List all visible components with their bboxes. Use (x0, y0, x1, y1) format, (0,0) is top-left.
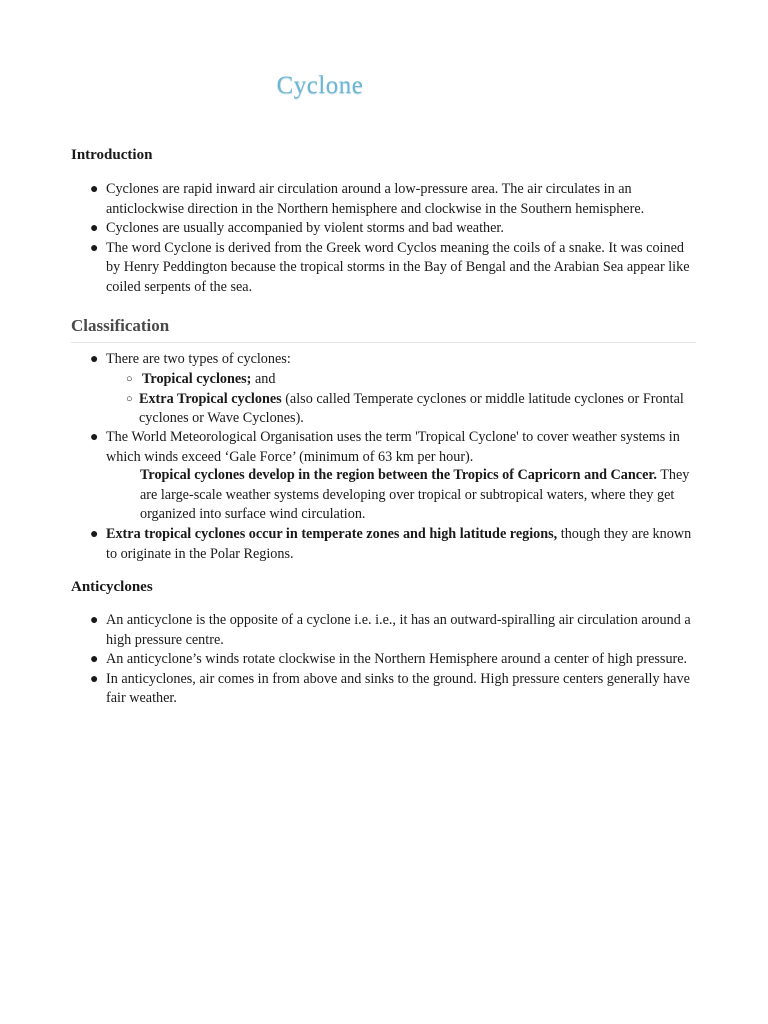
bullet-icon: ● (90, 430, 99, 445)
cyclone-types-list (126, 370, 692, 429)
list-item: ● Extra tropical cyclones occur in temperate zones and high latitude regions, though they are known to originate in the Polar Regions. (90, 526, 692, 562)
tropical-cyclones-paragraph: Tropical cyclones develop in the region between the Tropics of Capricorn and Cancer. They are large-scale weather systems developing over tropical or subtropical waters, where they get organized into surface wind circulation. (140, 467, 690, 522)
list-item: ● An anticyclone’s winds rotate clockwise in the Northern Hemisphere around a center of high pressure. (106, 650, 696, 670)
bullet-icon: ● (90, 352, 99, 367)
classification-list (90, 350, 696, 370)
extra-tropical-list (90, 525, 696, 564)
bullet-icon: ● (90, 240, 99, 256)
list-item: ○ Tropical cyclones; and (142, 370, 692, 390)
list-item: ● Cyclones are usually accompanied by violent storms and bad weather. (106, 219, 696, 239)
bullet-icon: ● (90, 182, 99, 197)
circle-bullet-icon: ○ (126, 392, 133, 405)
bullet-icon: ● (90, 527, 99, 542)
list-item: ● Cyclones are rapid inward air circulation around a low-pressure area. The air circulates in an anticlockwise direction in the Northern hemisphere and clockwise in the Southern hemisphere. (90, 181, 645, 217)
list-item: ● There are two types of cyclones: (106, 350, 696, 370)
bullet-icon: ● (90, 221, 99, 236)
bullet-icon: ● (90, 652, 99, 667)
list-item: ● In anticyclones, air comes in from above and sinks to the ground. High pressure centers generally have fair weather. (90, 670, 690, 706)
list-item: ● An anticyclone is the opposite of a cyclone i.e. i.e., it has an outward-spiralling air circulation around a high pressure centre. (90, 612, 691, 648)
introduction-heading: Introduction (71, 147, 153, 163)
classification-heading: Classification (71, 316, 696, 343)
bullet-icon: ● (90, 613, 99, 628)
list-item: ● The word Cyclone is derived from the Greek word Cyclos meaning the coils of a snake. It was coined by Henry Peddington because the tropical storms in the Bay of Bengal and the Arabian Sea appear like coiled serpents of the sea. (90, 239, 690, 295)
bullet-icon: ● (90, 671, 99, 687)
list-item: ○ Extra Tropical cyclones (also called Temperate cyclones or middle latitude cyclones or Frontal cyclones or Wave Cyclones). (126, 390, 684, 426)
wmo-list (90, 428, 696, 467)
list-item: ● The World Meteorological Organisation uses the term 'Tropical Cyclone' to cover weather systems in which winds exceed ‘Gale Force’ (minimum of 63 km per hour). (90, 429, 680, 465)
anticyclones-list (90, 611, 696, 709)
anticyclones-heading: Anticyclones (71, 579, 153, 595)
introduction-list (90, 180, 696, 297)
page-title: Cyclone (276, 72, 364, 99)
circle-bullet-icon: ○ (126, 373, 133, 385)
